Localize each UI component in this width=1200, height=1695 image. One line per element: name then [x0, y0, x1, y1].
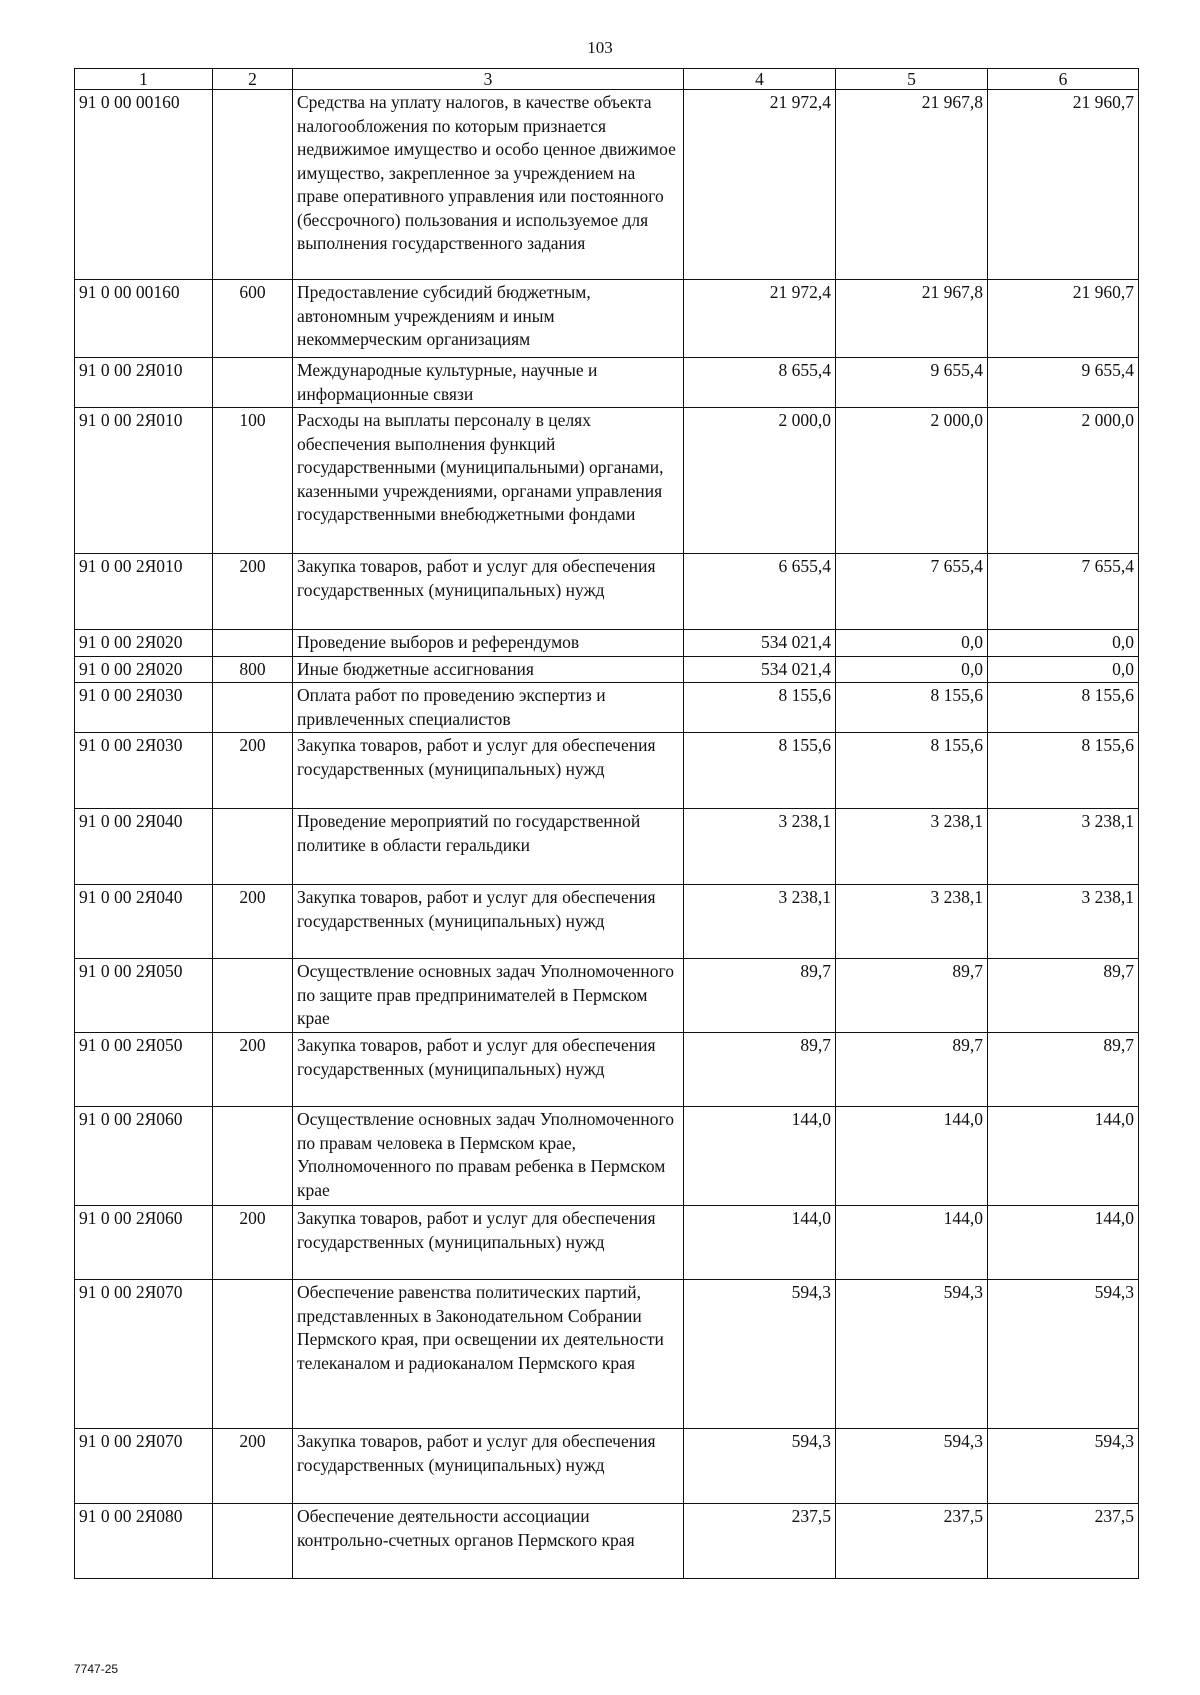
table-row: [75, 1429, 1139, 1504]
row-value-col6: 89,7: [988, 959, 1139, 1033]
column-header-4: 4: [684, 69, 836, 90]
row-value-col5: 237,5: [836, 1504, 988, 1579]
row-name-cell: Закупка товаров, работ и услуг для обеспечения государственных (муниципальных) нужд: [293, 885, 684, 959]
table-row: [75, 554, 1139, 630]
table-row: [75, 959, 1139, 1033]
row-type-cell: [213, 683, 293, 733]
table-row: [75, 733, 1139, 809]
row-name-cell: Закупка товаров, работ и услуг для обеспечения государственных (муниципальных) нужд: [293, 1206, 684, 1280]
row-value-col6: 594,3: [988, 1280, 1139, 1429]
row-code-cell: 91 0 00 2Я070: [75, 1280, 213, 1429]
row-value-col4: 534 021,4: [684, 656, 836, 683]
table-row: [75, 1206, 1139, 1280]
row-name-cell: Обеспечение равенства политических партий, представленных в Законодательном Собрании Пермского края, при освещении их деятельности телеканалом и радиоканалом Пермского края: [293, 1280, 684, 1429]
table-row: [75, 408, 1139, 554]
row-value-col6: 8 155,6: [988, 683, 1139, 733]
row-value-col4: 144,0: [684, 1206, 836, 1280]
row-code-cell: 91 0 00 2Я060: [75, 1206, 213, 1280]
column-header-6: 6: [988, 69, 1139, 90]
row-value-col5: 21 967,8: [836, 280, 988, 358]
row-value-col4: 237,5: [684, 1504, 836, 1579]
table-row: [75, 630, 1139, 657]
header-row: [75, 69, 1139, 90]
row-code-cell: 91 0 00 2Я040: [75, 885, 213, 959]
row-name-cell: Проведение мероприятий по государственной политике в области геральдики: [293, 809, 684, 885]
row-type-cell: 200: [213, 733, 293, 809]
row-type-cell: [213, 90, 293, 280]
row-value-col6: 21 960,7: [988, 280, 1139, 358]
row-type-cell: [213, 959, 293, 1033]
row-value-col5: 9 655,4: [836, 358, 988, 408]
row-value-col5: 7 655,4: [836, 554, 988, 630]
row-value-col6: 89,7: [988, 1033, 1139, 1107]
row-name-cell: Предоставление субсидий бюджетным, автономным учреждениям и иным некоммерческим организациям: [293, 280, 684, 358]
row-value-col6: 594,3: [988, 1429, 1139, 1504]
row-value-col4: 8 655,4: [684, 358, 836, 408]
row-value-col5: 594,3: [836, 1280, 988, 1429]
row-name-cell: Закупка товаров, работ и услуг для обеспечения государственных (муниципальных) нужд: [293, 733, 684, 809]
row-value-col4: 21 972,4: [684, 280, 836, 358]
row-type-cell: 200: [213, 885, 293, 959]
row-value-col6: 21 960,7: [988, 90, 1139, 280]
row-name-cell: Международные культурные, научные и информационные связи: [293, 358, 684, 408]
table-row: [75, 358, 1139, 408]
row-code-cell: 91 0 00 2Я020: [75, 630, 213, 657]
row-type-cell: [213, 1504, 293, 1579]
row-type-cell: [213, 1280, 293, 1429]
table-row: [75, 1107, 1139, 1206]
column-header-1: 1: [75, 69, 213, 90]
row-name-cell: Закупка товаров, работ и услуг для обеспечения государственных (муниципальных) нужд: [293, 1033, 684, 1107]
row-value-col5: 0,0: [836, 656, 988, 683]
column-header-5: 5: [836, 69, 988, 90]
row-code-cell: 91 0 00 2Я030: [75, 733, 213, 809]
row-type-cell: 200: [213, 554, 293, 630]
row-type-cell: 800: [213, 656, 293, 683]
row-name-cell: Осуществление основных задач Уполномоченного по защите прав предпринимателей в Пермском крае: [293, 959, 684, 1033]
row-value-col6: 7 655,4: [988, 554, 1139, 630]
row-code-cell: 91 0 00 2Я030: [75, 683, 213, 733]
row-value-col5: 594,3: [836, 1429, 988, 1504]
row-value-col4: 3 238,1: [684, 809, 836, 885]
row-code-cell: 91 0 00 2Я050: [75, 959, 213, 1033]
row-type-cell: 600: [213, 280, 293, 358]
table-row: [75, 90, 1139, 280]
row-name-cell: Средства на уплату налогов, в качестве объекта налогообложения по которым признается недвижимое имущество и особо ценное движимое имущество, закрепленное за учреждением на праве оперативного управления или постоянного (бессрочного) пользования и используемое для выполнения государственного задания: [293, 90, 684, 280]
row-value-col6: 3 238,1: [988, 809, 1139, 885]
row-name-cell: Проведение выборов и референдумов: [293, 630, 684, 657]
row-code-cell: 91 0 00 2Я080: [75, 1504, 213, 1579]
row-value-col4: 2 000,0: [684, 408, 836, 554]
row-value-col6: 3 238,1: [988, 885, 1139, 959]
row-value-col4: 594,3: [684, 1429, 836, 1504]
table-row: [75, 280, 1139, 358]
row-type-cell: 200: [213, 1206, 293, 1280]
row-value-col6: 0,0: [988, 630, 1139, 657]
row-code-cell: 91 0 00 2Я050: [75, 1033, 213, 1107]
row-code-cell: 91 0 00 2Я010: [75, 554, 213, 630]
row-type-cell: 200: [213, 1429, 293, 1504]
row-code-cell: 91 0 00 2Я010: [75, 408, 213, 554]
row-code-cell: 91 0 00 2Я020: [75, 656, 213, 683]
row-name-cell: Оплата работ по проведению экспертиз и привлеченных специалистов: [293, 683, 684, 733]
row-value-col5: 8 155,6: [836, 733, 988, 809]
row-value-col4: 8 155,6: [684, 683, 836, 733]
row-code-cell: 91 0 00 2Я040: [75, 809, 213, 885]
row-name-cell: Расходы на выплаты персоналу в целях обеспечения выполнения функций государственными (муниципальными) органами, казенными учреждениями, органами управления государственными внебюджетными фондами: [293, 408, 684, 554]
row-value-col4: 3 238,1: [684, 885, 836, 959]
row-value-col6: 8 155,6: [988, 733, 1139, 809]
table-row: [75, 1504, 1139, 1579]
row-name-cell: Иные бюджетные ассигнования: [293, 656, 684, 683]
row-type-cell: [213, 630, 293, 657]
row-value-col4: 534 021,4: [684, 630, 836, 657]
row-value-col6: 0,0: [988, 656, 1139, 683]
row-name-cell: Обеспечение деятельности ассоциации контрольно-счетных органов Пермского края: [293, 1504, 684, 1579]
row-value-col5: 2 000,0: [836, 408, 988, 554]
row-value-col4: 6 655,4: [684, 554, 836, 630]
row-name-cell: Закупка товаров, работ и услуг для обеспечения государственных (муниципальных) нужд: [293, 554, 684, 630]
row-type-cell: [213, 809, 293, 885]
row-value-col4: 144,0: [684, 1107, 836, 1206]
row-value-col5: 0,0: [836, 630, 988, 657]
row-code-cell: 91 0 00 2Я060: [75, 1107, 213, 1206]
table-row: [75, 885, 1139, 959]
row-code-cell: 91 0 00 2Я070: [75, 1429, 213, 1504]
row-type-cell: [213, 1107, 293, 1206]
row-code-cell: 91 0 00 2Я010: [75, 358, 213, 408]
row-value-col5: 3 238,1: [836, 809, 988, 885]
page-number: 103: [587, 38, 613, 57]
row-value-col6: 144,0: [988, 1206, 1139, 1280]
table-row: [75, 1033, 1139, 1107]
table-row: [75, 809, 1139, 885]
row-value-col6: 237,5: [988, 1504, 1139, 1579]
row-value-col5: 89,7: [836, 1033, 988, 1107]
table-row: [75, 656, 1139, 683]
row-type-cell: [213, 358, 293, 408]
row-value-col5: 8 155,6: [836, 683, 988, 733]
row-type-cell: 200: [213, 1033, 293, 1107]
column-header-3: 3: [293, 69, 684, 90]
row-value-col5: 144,0: [836, 1107, 988, 1206]
row-value-col5: 144,0: [836, 1206, 988, 1280]
row-name-cell: Закупка товаров, работ и услуг для обеспечения государственных (муниципальных) нужд: [293, 1429, 684, 1504]
table-row: [75, 683, 1139, 733]
row-type-cell: 100: [213, 408, 293, 554]
row-code-cell: 91 0 00 00160: [75, 90, 213, 280]
table-row: [75, 1280, 1139, 1429]
row-value-col6: 2 000,0: [988, 408, 1139, 554]
row-code-cell: 91 0 00 00160: [75, 280, 213, 358]
row-value-col4: 21 972,4: [684, 90, 836, 280]
column-header-2: 2: [213, 69, 293, 90]
row-value-col4: 594,3: [684, 1280, 836, 1429]
row-value-col5: 3 238,1: [836, 885, 988, 959]
row-value-col6: 144,0: [988, 1107, 1139, 1206]
row-value-col4: 8 155,6: [684, 733, 836, 809]
row-value-col6: 9 655,4: [988, 358, 1139, 408]
row-value-col5: 89,7: [836, 959, 988, 1033]
row-value-col4: 89,7: [684, 959, 836, 1033]
document-code: 7747-25: [74, 1662, 119, 1676]
row-value-col4: 89,7: [684, 1033, 836, 1107]
row-value-col5: 21 967,8: [836, 90, 988, 280]
row-name-cell: Осуществление основных задач Уполномоченного по правам человека в Пермском крае, Уполномоченного по правам ребенка в Пермском крае: [293, 1107, 684, 1206]
budget-table: [74, 68, 1139, 1579]
